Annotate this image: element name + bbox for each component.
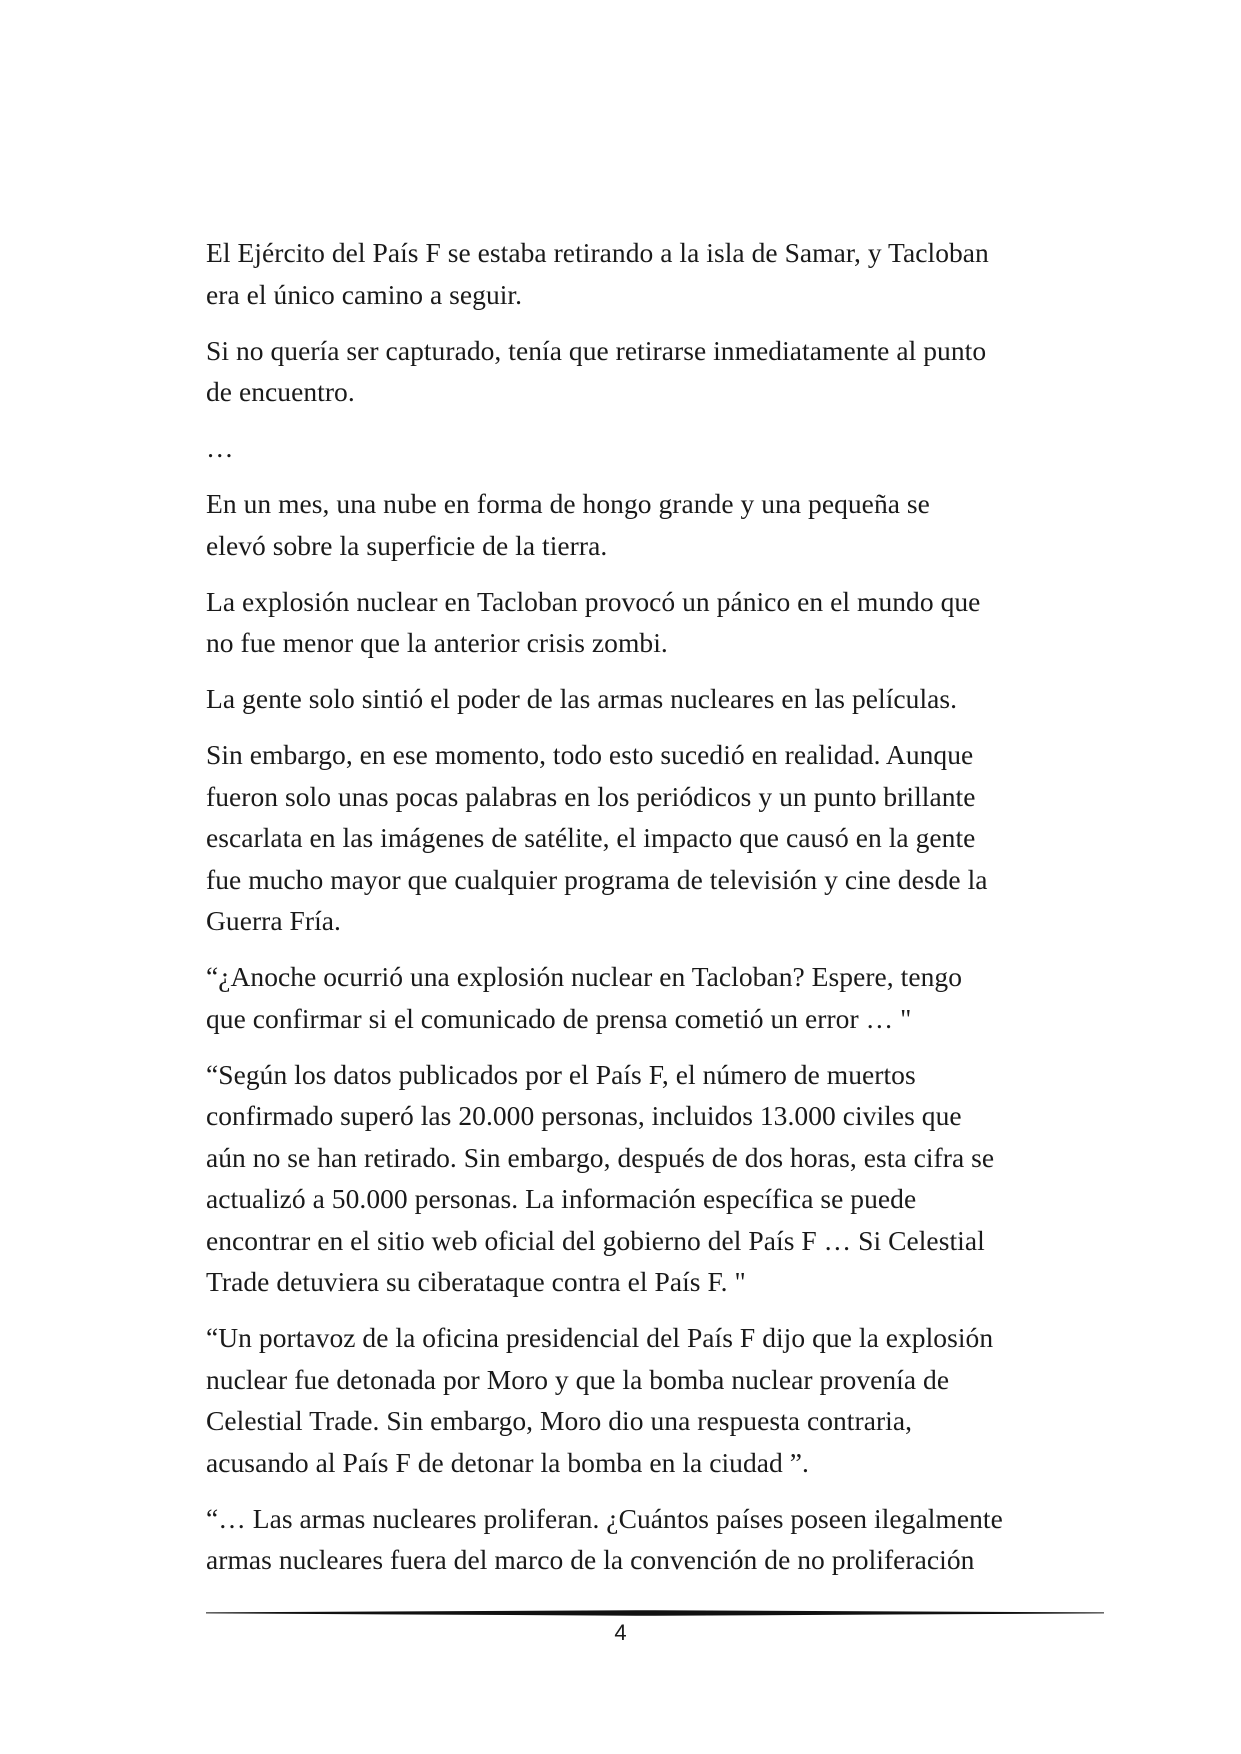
body-text [206, 232, 1076, 1595]
paragraph: La gente solo sintió el poder de las armas nucleares en las películas. [206, 683, 958, 714]
paragraph-quote: “Un portavoz de la oficina presidencial del País F dijo que la explosión nuclear fue detonada por Moro y que la bomba nuclear provenía de Celestial Trade. Sin embargo, Moro dio una respuesta contraria, acusando al País F de detonar la bomba en la ciudad ”. [206, 1322, 994, 1478]
paragraph-quote: “Según los datos publicados por el País F, el número de muertos confirmado superó las 20.000 personas, incluidos 13.000 civiles que aún no se han retirado. Sin embargo, después de dos horas, esta cifra se actualizó a 50.000 personas. La información específica se puede encontrar en el sitio web oficial del gobierno del País F … Si Celestial Trade detuviera su ciberataque contra el País F. " [206, 1058, 995, 1297]
paragraph-ellipsis: … [206, 432, 234, 463]
page-number: 4 [614, 1620, 627, 1645]
paragraph: La explosión nuclear en Tacloban provocó un pánico en el mundo que no fue menor que la anterior crisis zombi. [206, 585, 981, 658]
paragraph: Sin embargo, en ese momento, todo esto sucedió en realidad. Aunque fueron solo unas pocas palabras en los periódicos y un punto brillante escarlata en las imágenes de satélite, el impacto que causó en la gente fue mucho mayor que cualquier programa de televisión y cine desde la Guerra Fría. [206, 739, 988, 936]
paragraph-quote: “… Las armas nucleares proliferan. ¿Cuántos países poseen ilegalmente armas nucleares fuera del marco de la convención de no proliferación [206, 1502, 1003, 1575]
paragraph: En un mes, una nube en forma de hongo grande y una pequeña se elevó sobre la superficie de la tierra. [206, 488, 930, 561]
paragraph: El Ejército del País F se estaba retirando a la isla de Samar, y Tacloban era el único camino a seguir. [206, 237, 989, 310]
paragraph: Si no quería ser capturado, tenía que retirarse inmediatamente al punto de encuentro. [206, 334, 987, 407]
footer-divider [206, 1606, 1104, 1620]
paragraph-quote: “¿Anoche ocurrió una explosión nuclear en Tacloban? Espere, tengo que confirmar si el comunicado de prensa cometió un error … " [206, 961, 962, 1034]
